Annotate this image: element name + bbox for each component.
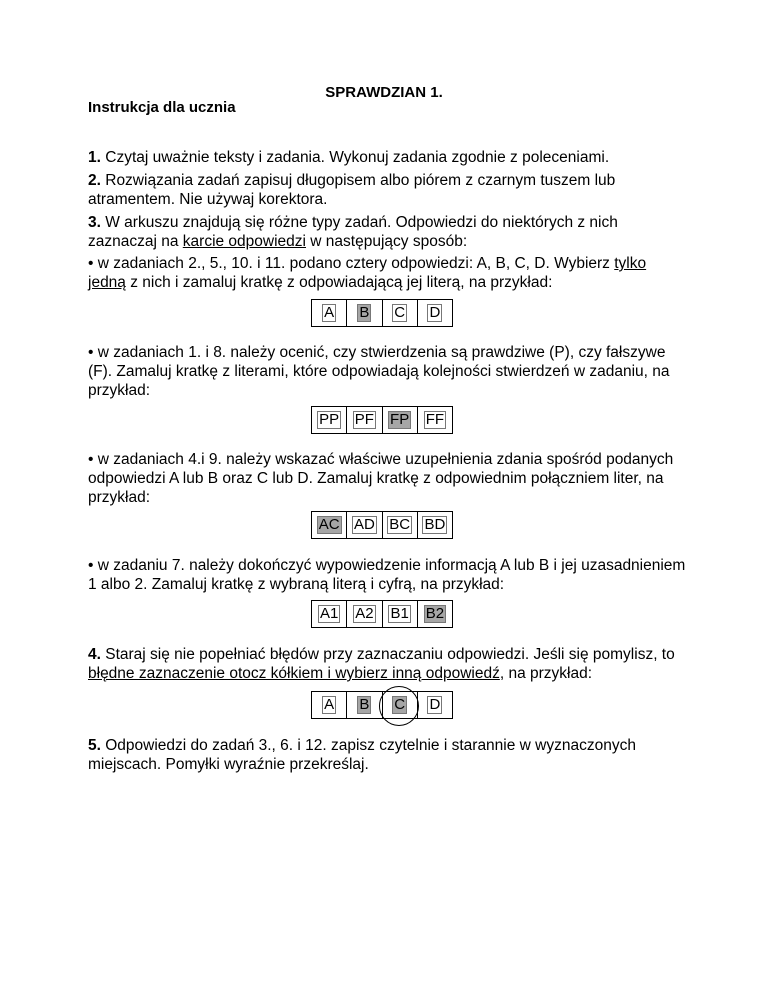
answer-box [311, 511, 347, 539]
answer-label: D [429, 304, 441, 321]
example-correction [311, 691, 453, 719]
answer-label: A [324, 304, 335, 321]
bullet-text: z nich i zamaluj kratkę z odpowiadającą jej literą, na przykład: [125, 274, 553, 291]
underlined-phrase: karcie odpowiedzi [182, 233, 306, 250]
example-combination [311, 511, 453, 539]
instruction-text: w następujący sposób: [306, 233, 468, 250]
answer-box [418, 691, 453, 719]
page-title: SPRAWDZIAN 1. [325, 84, 443, 101]
answer-box [418, 406, 453, 434]
answer-label: A [324, 696, 335, 713]
bullet-text: • w zadaniach 2., 5., 10. i 11. podano cztery odpowiedzi: A, B, C, D. Wybierz [88, 255, 615, 272]
answer-label: PP [319, 411, 340, 428]
answer-label-selected: FP [390, 411, 410, 428]
answer-box [311, 299, 347, 327]
correction-circle [379, 686, 419, 726]
answer-box [383, 511, 418, 539]
bullet-true-false: • w zadaniach 1. i 8. należy ocenić, czy stwierdzenia są prawdziwe (P), czy fałszywe (F). Zamaluj kratkę z literami, które odpowiadają kolejności stwierdzeń w zadaniu, na przykład: [88, 344, 670, 399]
answer-box [383, 299, 418, 327]
answer-box [347, 691, 382, 719]
answer-label: A2 [355, 605, 374, 622]
answer-label: AD [353, 516, 375, 533]
answer-label: D [429, 696, 441, 713]
answer-label-selected: C [394, 696, 406, 713]
instruction-1 [88, 148, 688, 167]
answer-label-selected: B [359, 696, 370, 713]
instruction-text: , na przykład: [499, 665, 593, 682]
answer-label: BC [389, 516, 411, 533]
answer-label-selected: B [359, 304, 370, 321]
answer-box [347, 600, 382, 628]
example-abcd [311, 299, 453, 327]
answer-box [311, 600, 347, 628]
example-letter-digit [311, 600, 453, 628]
answer-box [383, 600, 418, 628]
answer-box [383, 406, 418, 434]
answer-box [347, 511, 382, 539]
answer-label: PF [354, 411, 374, 428]
instruction-number: 3. [88, 214, 101, 231]
underlined-phrase: błędne zaznaczenie otocz kółkiem i wybierz inną odpowiedź [88, 665, 500, 682]
instruction-text: Staraj się nie popełniać błędów przy zaznaczaniu odpowiedzi. Jeśli się pomylisz, to [100, 646, 675, 663]
answer-label-selected: B2 [425, 605, 445, 622]
answer-label: B1 [390, 605, 409, 622]
instruction-number: 2. [88, 172, 101, 189]
answer-box [383, 691, 418, 719]
instruction-5 [88, 736, 688, 774]
instruction-number: 5. [88, 737, 101, 754]
instruction-number: 1. [88, 149, 101, 166]
answer-box [347, 299, 382, 327]
instruction-4 [88, 645, 688, 683]
instruction-text: Rozwiązania zadań zapisuj długopisem albo piórem z czarnym tuszem lub atramentem. Nie używaj korektora. [88, 172, 616, 208]
bullet-abcd [88, 254, 688, 292]
answer-label: BD [424, 516, 446, 533]
instruction-2 [88, 171, 688, 209]
answer-label: A1 [319, 605, 339, 622]
example-true-false [311, 406, 453, 434]
underlined-phrase: tylko jedną [88, 255, 647, 291]
answer-label: FF [425, 411, 445, 428]
answer-box [347, 406, 382, 434]
page-subtitle: Instrukcja dla ucznia [88, 99, 236, 116]
answer-box [311, 691, 347, 719]
answer-box [418, 511, 453, 539]
answer-label-selected: AC [318, 516, 340, 533]
instruction-number: 4. [88, 646, 101, 663]
instruction-text: Odpowiedzi do zadań 3., 6. i 12. zapisz czytelnie i starannie w wyznaczonych miejscach. Pomyłki wyraźnie przekreślaj. [88, 737, 636, 773]
instruction-3 [88, 213, 688, 251]
instruction-text: Czytaj uważnie teksty i zadania. Wykonuj zadania zgodnie z poleceniami. [100, 149, 610, 166]
instruction-text: W arkuszu znajdują się różne typy zadań. Odpowiedzi do niektórych z nich zaznaczaj na [88, 214, 618, 250]
answer-box [418, 600, 453, 628]
answer-box [418, 299, 453, 327]
bullet-combination: • w zadaniach 4.i 9. należy wskazać właściwe uzupełnienia zdania spośród podanych odpowiedzi A lub B oraz C lub D. Zamaluj kratkę z odpowiednim połączniem liter, na przykład: [88, 451, 674, 506]
bullet-letter-digit: • w zadaniu 7. należy dokończyć wypowiedzenie informacją A lub B i jej uzasadnieniem 1 albo 2. Zamaluj kratkę z wybraną literą i cyfrą, na przykład: [88, 557, 686, 593]
answer-label: C [394, 304, 406, 321]
answer-box [311, 406, 347, 434]
